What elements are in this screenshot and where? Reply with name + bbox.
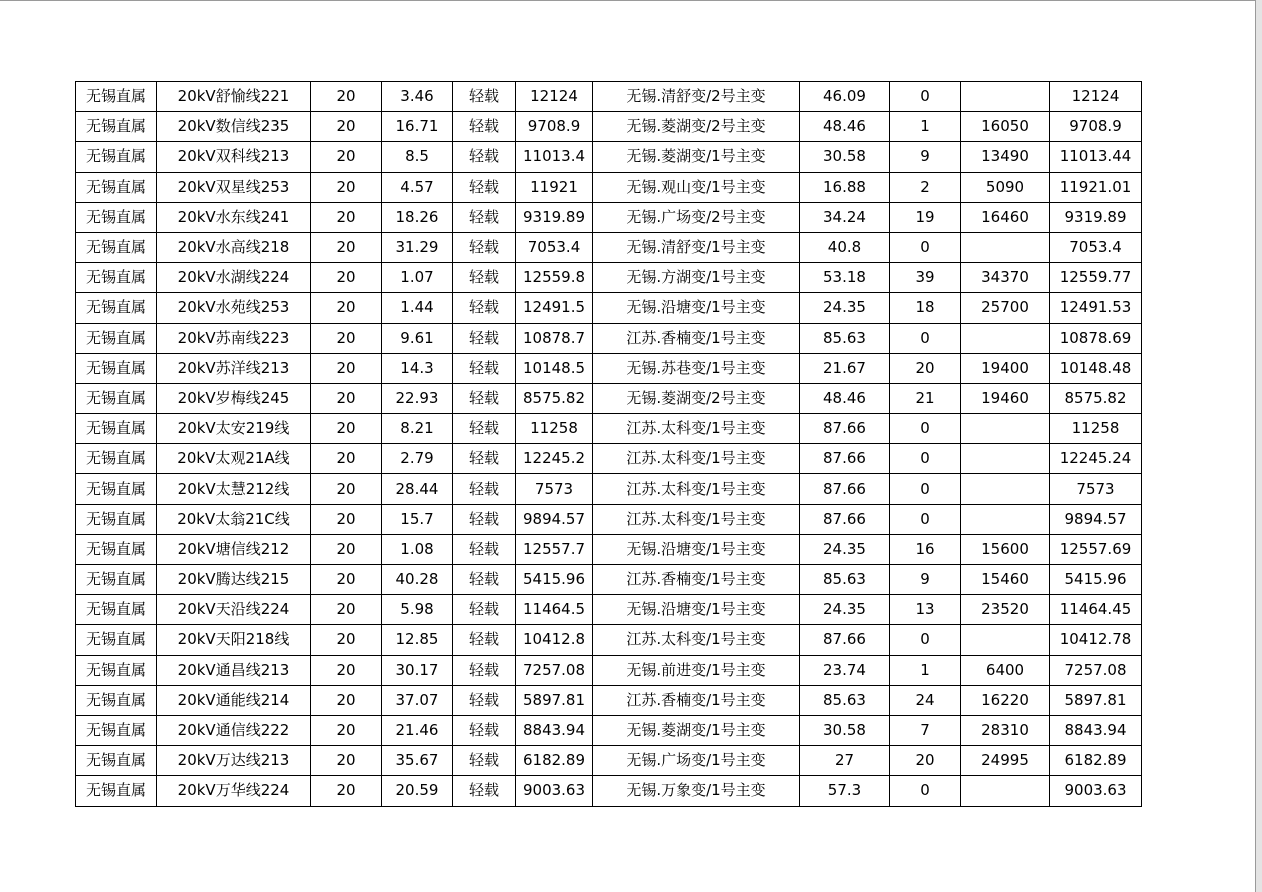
count-cell: 0 [890,625,961,655]
table-row [76,625,1142,655]
user-capacity-cell: 15600 [961,534,1050,564]
company-cell: 无锡直属 [76,715,157,745]
load-rate-cell: 8.21 [382,414,453,444]
substation-transformer-cell: 江苏.太科变/1号主变 [593,474,800,504]
load-rate-cell: 8.5 [382,142,453,172]
voltage-cell: 20 [311,353,382,383]
table-row [76,172,1142,202]
transformer-load-rate-cell: 30.58 [800,715,890,745]
count-cell: 39 [890,263,961,293]
company-cell: 无锡直属 [76,353,157,383]
load-rate-cell: 4.57 [382,172,453,202]
substation-transformer-cell: 无锡.菱湖变/2号主变 [593,112,800,142]
line-name-cell: 20kV万达线213 [157,746,311,776]
transformer-load-rate-cell: 24.35 [800,534,890,564]
substation-transformer-cell: 无锡.方湖变/1号主变 [593,263,800,293]
voltage-cell: 20 [311,565,382,595]
transformer-load-rate-cell: 24.35 [800,595,890,625]
load-rate-cell: 18.26 [382,202,453,232]
company-cell: 无锡直属 [76,625,157,655]
load-status-cell: 轻载 [453,142,516,172]
available-capacity-cell: 11013.44 [1050,142,1142,172]
count-cell: 0 [890,504,961,534]
capacity-cell: 12124 [516,82,593,112]
company-cell: 无锡直属 [76,112,157,142]
transformer-load-rate-cell: 16.88 [800,172,890,202]
line-name-cell: 20kV腾达线215 [157,565,311,595]
load-status-cell: 轻载 [453,172,516,202]
load-status-cell: 轻载 [453,625,516,655]
load-rate-cell: 5.98 [382,595,453,625]
user-capacity-cell [961,776,1050,806]
count-cell: 2 [890,172,961,202]
line-name-cell: 20kV双科线213 [157,142,311,172]
available-capacity-cell: 5897.81 [1050,685,1142,715]
capacity-cell: 10148.5 [516,353,593,383]
available-capacity-cell: 6182.89 [1050,746,1142,776]
available-capacity-cell: 12491.53 [1050,293,1142,323]
available-capacity-cell: 9894.57 [1050,504,1142,534]
voltage-cell: 20 [311,202,382,232]
count-cell: 9 [890,565,961,595]
capacity-cell: 8575.82 [516,383,593,413]
user-capacity-cell [961,323,1050,353]
available-capacity-cell: 10878.69 [1050,323,1142,353]
voltage-cell: 20 [311,82,382,112]
count-cell: 24 [890,685,961,715]
line-name-cell: 20kV天沿线224 [157,595,311,625]
load-rate-cell: 20.59 [382,776,453,806]
load-rate-cell: 12.85 [382,625,453,655]
load-rate-cell: 14.3 [382,353,453,383]
company-cell: 无锡直属 [76,444,157,474]
line-name-cell: 20kV数信线235 [157,112,311,142]
company-cell: 无锡直属 [76,534,157,564]
count-cell: 0 [890,323,961,353]
user-capacity-cell [961,82,1050,112]
substation-transformer-cell: 无锡.清舒变/1号主变 [593,232,800,262]
capacity-cell: 5415.96 [516,565,593,595]
user-capacity-cell: 34370 [961,263,1050,293]
line-name-cell: 20kV太翁21C线 [157,504,311,534]
capacity-cell: 9708.9 [516,112,593,142]
line-name-cell: 20kV双星线253 [157,172,311,202]
capacity-cell: 12245.2 [516,444,593,474]
transformer-load-rate-cell: 30.58 [800,142,890,172]
load-status-cell: 轻载 [453,383,516,413]
substation-transformer-cell: 江苏.太科变/1号主变 [593,414,800,444]
substation-transformer-cell: 无锡.菱湖变/2号主变 [593,383,800,413]
line-name-cell: 20kV通昌线213 [157,655,311,685]
load-rate-cell: 22.93 [382,383,453,413]
load-rate-cell: 37.07 [382,685,453,715]
capacity-cell: 7257.08 [516,655,593,685]
count-cell: 1 [890,655,961,685]
substation-transformer-cell: 无锡.菱湖变/1号主变 [593,715,800,745]
available-capacity-cell: 12245.24 [1050,444,1142,474]
available-capacity-cell: 10412.78 [1050,625,1142,655]
load-status-cell: 轻载 [453,232,516,262]
count-cell: 19 [890,202,961,232]
transformer-load-rate-cell: 27 [800,746,890,776]
user-capacity-cell: 23520 [961,595,1050,625]
substation-transformer-cell: 无锡.观山变/1号主变 [593,172,800,202]
transformer-load-rate-cell: 87.66 [800,504,890,534]
table-row [76,383,1142,413]
line-name-cell: 20kV太慧212线 [157,474,311,504]
substation-transformer-cell: 江苏.香楠变/1号主变 [593,565,800,595]
user-capacity-cell: 5090 [961,172,1050,202]
load-rate-cell: 2.79 [382,444,453,474]
available-capacity-cell: 11921.01 [1050,172,1142,202]
table-row [76,776,1142,806]
company-cell: 无锡直属 [76,414,157,444]
company-cell: 无锡直属 [76,232,157,262]
voltage-cell: 20 [311,323,382,353]
count-cell: 9 [890,142,961,172]
table-row [76,142,1142,172]
transformer-load-rate-cell: 87.66 [800,474,890,504]
table-row [76,323,1142,353]
transformer-load-rate-cell: 21.67 [800,353,890,383]
voltage-cell: 20 [311,625,382,655]
line-name-cell: 20kV舒愉线221 [157,82,311,112]
line-name-cell: 20kV太观21A线 [157,444,311,474]
user-capacity-cell [961,504,1050,534]
voltage-cell: 20 [311,685,382,715]
available-capacity-cell: 7053.4 [1050,232,1142,262]
count-cell: 7 [890,715,961,745]
transformer-load-rate-cell: 46.09 [800,82,890,112]
available-capacity-cell: 12124 [1050,82,1142,112]
company-cell: 无锡直属 [76,595,157,625]
load-status-cell: 轻载 [453,504,516,534]
load-rate-cell: 15.7 [382,504,453,534]
voltage-cell: 20 [311,142,382,172]
company-cell: 无锡直属 [76,142,157,172]
transformer-load-rate-cell: 53.18 [800,263,890,293]
load-rate-cell: 1.07 [382,263,453,293]
load-status-cell: 轻载 [453,474,516,504]
load-rate-cell: 1.08 [382,534,453,564]
load-status-cell: 轻载 [453,323,516,353]
user-capacity-cell: 16220 [961,685,1050,715]
line-name-cell: 20kV天阳218线 [157,625,311,655]
available-capacity-cell: 12559.77 [1050,263,1142,293]
voltage-cell: 20 [311,444,382,474]
capacity-cell: 6182.89 [516,746,593,776]
load-rate-cell: 16.71 [382,112,453,142]
load-rate-cell: 3.46 [382,82,453,112]
load-status-cell: 轻载 [453,565,516,595]
capacity-cell: 9894.57 [516,504,593,534]
company-cell: 无锡直属 [76,504,157,534]
user-capacity-cell: 28310 [961,715,1050,745]
count-cell: 0 [890,232,961,262]
table-row [76,112,1142,142]
voltage-cell: 20 [311,414,382,444]
voltage-cell: 20 [311,263,382,293]
user-capacity-cell [961,474,1050,504]
page-edge-shadow [1256,0,1262,892]
user-capacity-cell [961,444,1050,474]
user-capacity-cell: 25700 [961,293,1050,323]
load-status-cell: 轻载 [453,414,516,444]
voltage-cell: 20 [311,534,382,564]
user-capacity-cell: 6400 [961,655,1050,685]
company-cell: 无锡直属 [76,685,157,715]
load-rate-cell: 40.28 [382,565,453,595]
capacity-cell: 9003.63 [516,776,593,806]
company-cell: 无锡直属 [76,474,157,504]
user-capacity-cell: 16460 [961,202,1050,232]
table-row [76,595,1142,625]
line-name-cell: 20kV水湖线224 [157,263,311,293]
count-cell: 0 [890,776,961,806]
capacity-cell: 11921 [516,172,593,202]
line-name-cell: 20kV苏洋线213 [157,353,311,383]
substation-transformer-cell: 无锡.广场变/2号主变 [593,202,800,232]
transformer-load-rate-cell: 48.46 [800,383,890,413]
line-name-cell: 20kV水东线241 [157,202,311,232]
available-capacity-cell: 11258 [1050,414,1142,444]
available-capacity-cell: 7257.08 [1050,655,1142,685]
transformer-load-rate-cell: 48.46 [800,112,890,142]
count-cell: 0 [890,474,961,504]
capacity-cell: 12559.8 [516,263,593,293]
count-cell: 20 [890,353,961,383]
user-capacity-cell: 13490 [961,142,1050,172]
capacity-cell: 12557.7 [516,534,593,564]
table-row [76,685,1142,715]
transformer-load-rate-cell: 87.66 [800,625,890,655]
count-cell: 1 [890,112,961,142]
line-name-cell: 20kV水苑线253 [157,293,311,323]
line-name-cell: 20kV水高线218 [157,232,311,262]
load-status-cell: 轻载 [453,685,516,715]
substation-transformer-cell: 江苏.太科变/1号主变 [593,444,800,474]
company-cell: 无锡直属 [76,746,157,776]
count-cell: 0 [890,444,961,474]
voltage-cell: 20 [311,595,382,625]
available-capacity-cell: 10148.48 [1050,353,1142,383]
substation-transformer-cell: 无锡.菱湖变/1号主变 [593,142,800,172]
capacity-cell: 11013.4 [516,142,593,172]
count-cell: 13 [890,595,961,625]
voltage-cell: 20 [311,172,382,202]
transformer-load-rate-cell: 57.3 [800,776,890,806]
table-row [76,474,1142,504]
load-status-cell: 轻载 [453,715,516,745]
substation-transformer-cell: 江苏.香楠变/1号主变 [593,685,800,715]
voltage-cell: 20 [311,383,382,413]
substation-transformer-cell: 江苏.太科变/1号主变 [593,504,800,534]
transformer-load-rate-cell: 40.8 [800,232,890,262]
transformer-load-rate-cell: 23.74 [800,655,890,685]
voltage-cell: 20 [311,746,382,776]
company-cell: 无锡直属 [76,565,157,595]
load-rate-cell: 28.44 [382,474,453,504]
substation-transformer-cell: 江苏.香楠变/1号主变 [593,323,800,353]
load-rate-cell: 31.29 [382,232,453,262]
line-name-cell: 20kV塘信线212 [157,534,311,564]
voltage-cell: 20 [311,655,382,685]
substation-transformer-cell: 无锡.广场变/1号主变 [593,746,800,776]
company-cell: 无锡直属 [76,263,157,293]
available-capacity-cell: 8575.82 [1050,383,1142,413]
available-capacity-cell: 9003.63 [1050,776,1142,806]
table-row [76,293,1142,323]
load-rate-cell: 21.46 [382,715,453,745]
line-name-cell: 20kV苏南线223 [157,323,311,353]
substation-transformer-cell: 无锡.沿塘变/1号主变 [593,293,800,323]
available-capacity-cell: 9319.89 [1050,202,1142,232]
transformer-load-rate-cell: 85.63 [800,323,890,353]
user-capacity-cell [961,232,1050,262]
load-status-cell: 轻载 [453,444,516,474]
company-cell: 无锡直属 [76,202,157,232]
load-status-cell: 轻载 [453,353,516,383]
user-capacity-cell: 19460 [961,383,1050,413]
capacity-cell: 10412.8 [516,625,593,655]
count-cell: 18 [890,293,961,323]
available-capacity-cell: 9708.9 [1050,112,1142,142]
table-body [76,82,1142,807]
table-row [76,746,1142,776]
count-cell: 0 [890,82,961,112]
table-row [76,353,1142,383]
capacity-cell: 9319.89 [516,202,593,232]
load-status-cell: 轻载 [453,595,516,625]
user-capacity-cell: 16050 [961,112,1050,142]
capacity-cell: 5897.81 [516,685,593,715]
capacity-cell: 8843.94 [516,715,593,745]
table-row [76,715,1142,745]
load-status-cell: 轻载 [453,776,516,806]
load-status-cell: 轻载 [453,746,516,776]
transformer-load-rate-cell: 34.24 [800,202,890,232]
company-cell: 无锡直属 [76,293,157,323]
capacity-cell: 10878.7 [516,323,593,353]
load-status-cell: 轻载 [453,655,516,685]
available-capacity-cell: 5415.96 [1050,565,1142,595]
company-cell: 无锡直属 [76,323,157,353]
voltage-cell: 20 [311,112,382,142]
capacity-cell: 12491.5 [516,293,593,323]
voltage-cell: 20 [311,293,382,323]
table-row [76,232,1142,262]
count-cell: 20 [890,746,961,776]
voltage-cell: 20 [311,474,382,504]
table-row [76,82,1142,112]
load-rate-cell: 1.44 [382,293,453,323]
table-row [76,655,1142,685]
capacity-cell: 11258 [516,414,593,444]
voltage-cell: 20 [311,232,382,262]
load-rate-cell: 30.17 [382,655,453,685]
load-status-cell: 轻载 [453,202,516,232]
load-rate-cell: 35.67 [382,746,453,776]
load-status-cell: 轻载 [453,293,516,323]
table-row [76,444,1142,474]
capacity-cell: 11464.5 [516,595,593,625]
table-row [76,263,1142,293]
count-cell: 21 [890,383,961,413]
table-row [76,565,1142,595]
voltage-cell: 20 [311,504,382,534]
substation-transformer-cell: 江苏.太科变/1号主变 [593,625,800,655]
company-cell: 无锡直属 [76,82,157,112]
user-capacity-cell: 19400 [961,353,1050,383]
available-capacity-cell: 11464.45 [1050,595,1142,625]
company-cell: 无锡直属 [76,776,157,806]
voltage-cell: 20 [311,776,382,806]
substation-transformer-cell: 无锡.清舒变/2号主变 [593,82,800,112]
user-capacity-cell: 24995 [961,746,1050,776]
load-status-cell: 轻载 [453,82,516,112]
user-capacity-cell: 15460 [961,565,1050,595]
line-name-cell: 20kV通能线214 [157,685,311,715]
table-row [76,414,1142,444]
available-capacity-cell: 7573 [1050,474,1142,504]
count-cell: 16 [890,534,961,564]
transformer-load-rate-cell: 24.35 [800,293,890,323]
feeder-load-table [75,81,1142,807]
line-name-cell: 20kV万华线224 [157,776,311,806]
user-capacity-cell [961,414,1050,444]
line-name-cell: 20kV通信线222 [157,715,311,745]
load-status-cell: 轻载 [453,112,516,142]
company-cell: 无锡直属 [76,172,157,202]
company-cell: 无锡直属 [76,383,157,413]
table-row [76,202,1142,232]
line-name-cell: 20kV太安219线 [157,414,311,444]
company-cell: 无锡直属 [76,655,157,685]
available-capacity-cell: 12557.69 [1050,534,1142,564]
transformer-load-rate-cell: 87.66 [800,444,890,474]
substation-transformer-cell: 无锡.万象变/1号主变 [593,776,800,806]
transformer-load-rate-cell: 85.63 [800,565,890,595]
substation-transformer-cell: 无锡.苏巷变/1号主变 [593,353,800,383]
user-capacity-cell [961,625,1050,655]
table-row [76,504,1142,534]
load-status-cell: 轻载 [453,263,516,293]
voltage-cell: 20 [311,715,382,745]
transformer-load-rate-cell: 87.66 [800,414,890,444]
load-status-cell: 轻载 [453,534,516,564]
transformer-load-rate-cell: 85.63 [800,685,890,715]
capacity-cell: 7053.4 [516,232,593,262]
table-row [76,534,1142,564]
substation-transformer-cell: 无锡.沿塘变/1号主变 [593,595,800,625]
available-capacity-cell: 8843.94 [1050,715,1142,745]
capacity-cell: 7573 [516,474,593,504]
line-name-cell: 20kV岁梅线245 [157,383,311,413]
count-cell: 0 [890,414,961,444]
substation-transformer-cell: 无锡.前进变/1号主变 [593,655,800,685]
load-rate-cell: 9.61 [382,323,453,353]
substation-transformer-cell: 无锡.沿塘变/1号主变 [593,534,800,564]
